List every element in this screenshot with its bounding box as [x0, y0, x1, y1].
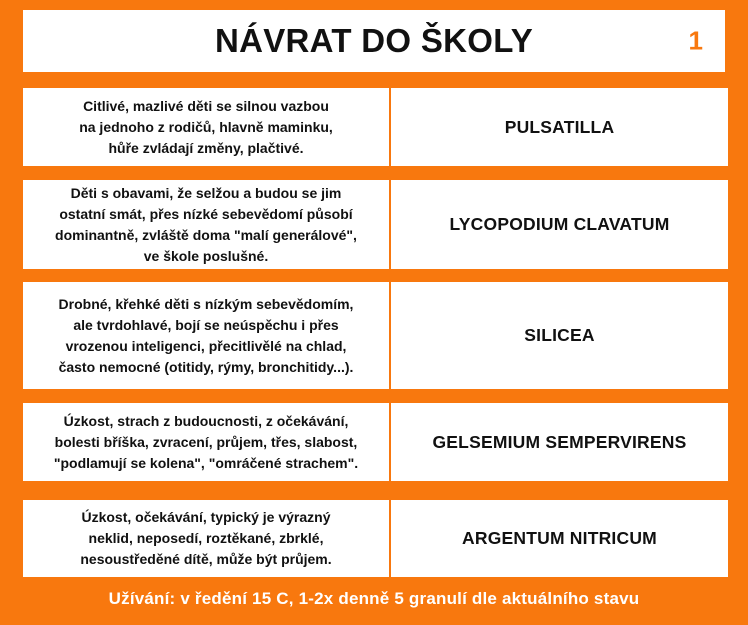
remedy-box-1	[391, 88, 728, 166]
description-box-5	[23, 500, 389, 577]
remedy-box-2	[391, 180, 728, 269]
description-text: Děti s obavami, že selžou a budou se jim ostatní smát, přes nízké sebevědomí působí dominantně, zvláště doma "malí generálové", ve škole poslušné.	[55, 184, 357, 264]
description-text: Úzkost, strach z budoucnosti, z očekávání, bolesti bříška, zvracení, průjem, třes, slabost, "podlamují se kolena", "omráčené strachem".	[53, 412, 359, 471]
remedy-box-4	[391, 403, 728, 481]
remedy-name: SILICEA	[524, 325, 595, 345]
description-text: Drobné, křehké děti s nízkým sebevědomím, ale tvrdohlavé, bojí se neúspěchu i přes vrozenou inteligenci, přecitlivělé na chlad, často nemocné (otitidy, rýmy, bronchitidy...).	[58, 295, 354, 375]
remedy-name: PULSATILLA	[504, 116, 615, 137]
remedy-box-5	[391, 500, 728, 577]
remedy-box-3	[391, 282, 728, 389]
description-text: Úzkost, očekávání, typický je výrazný neklid, neposedí, roztěkané, zbrklé, nesoustředěné dítě, může být průjem.	[80, 509, 332, 567]
remedy-name: GELSEMIUM SEMPERVIRENS	[432, 431, 687, 452]
description-box-1	[23, 88, 389, 166]
description-text: Citlivé, mazlivé děti se silnou vazbou na jednoho z rodičů, hlavně maminku, hůře zvládají změny, plačtivé.	[79, 97, 333, 156]
description-box-4	[23, 403, 389, 481]
page-title: NÁVRAT DO ŠKOLY	[214, 22, 534, 59]
remedy-name: ARGENTUM NITRICUM	[462, 528, 657, 548]
header-box	[23, 10, 725, 72]
page-number: 1	[688, 25, 703, 56]
description-box-3	[23, 282, 389, 389]
usage-footer: Užívání: v ředění 15 C, 1-2x denně 5 granulí dle aktuálního stavu	[108, 589, 640, 608]
remedy-name: LYCOPODIUM CLAVATUM	[449, 214, 670, 234]
description-box-2	[23, 180, 389, 269]
